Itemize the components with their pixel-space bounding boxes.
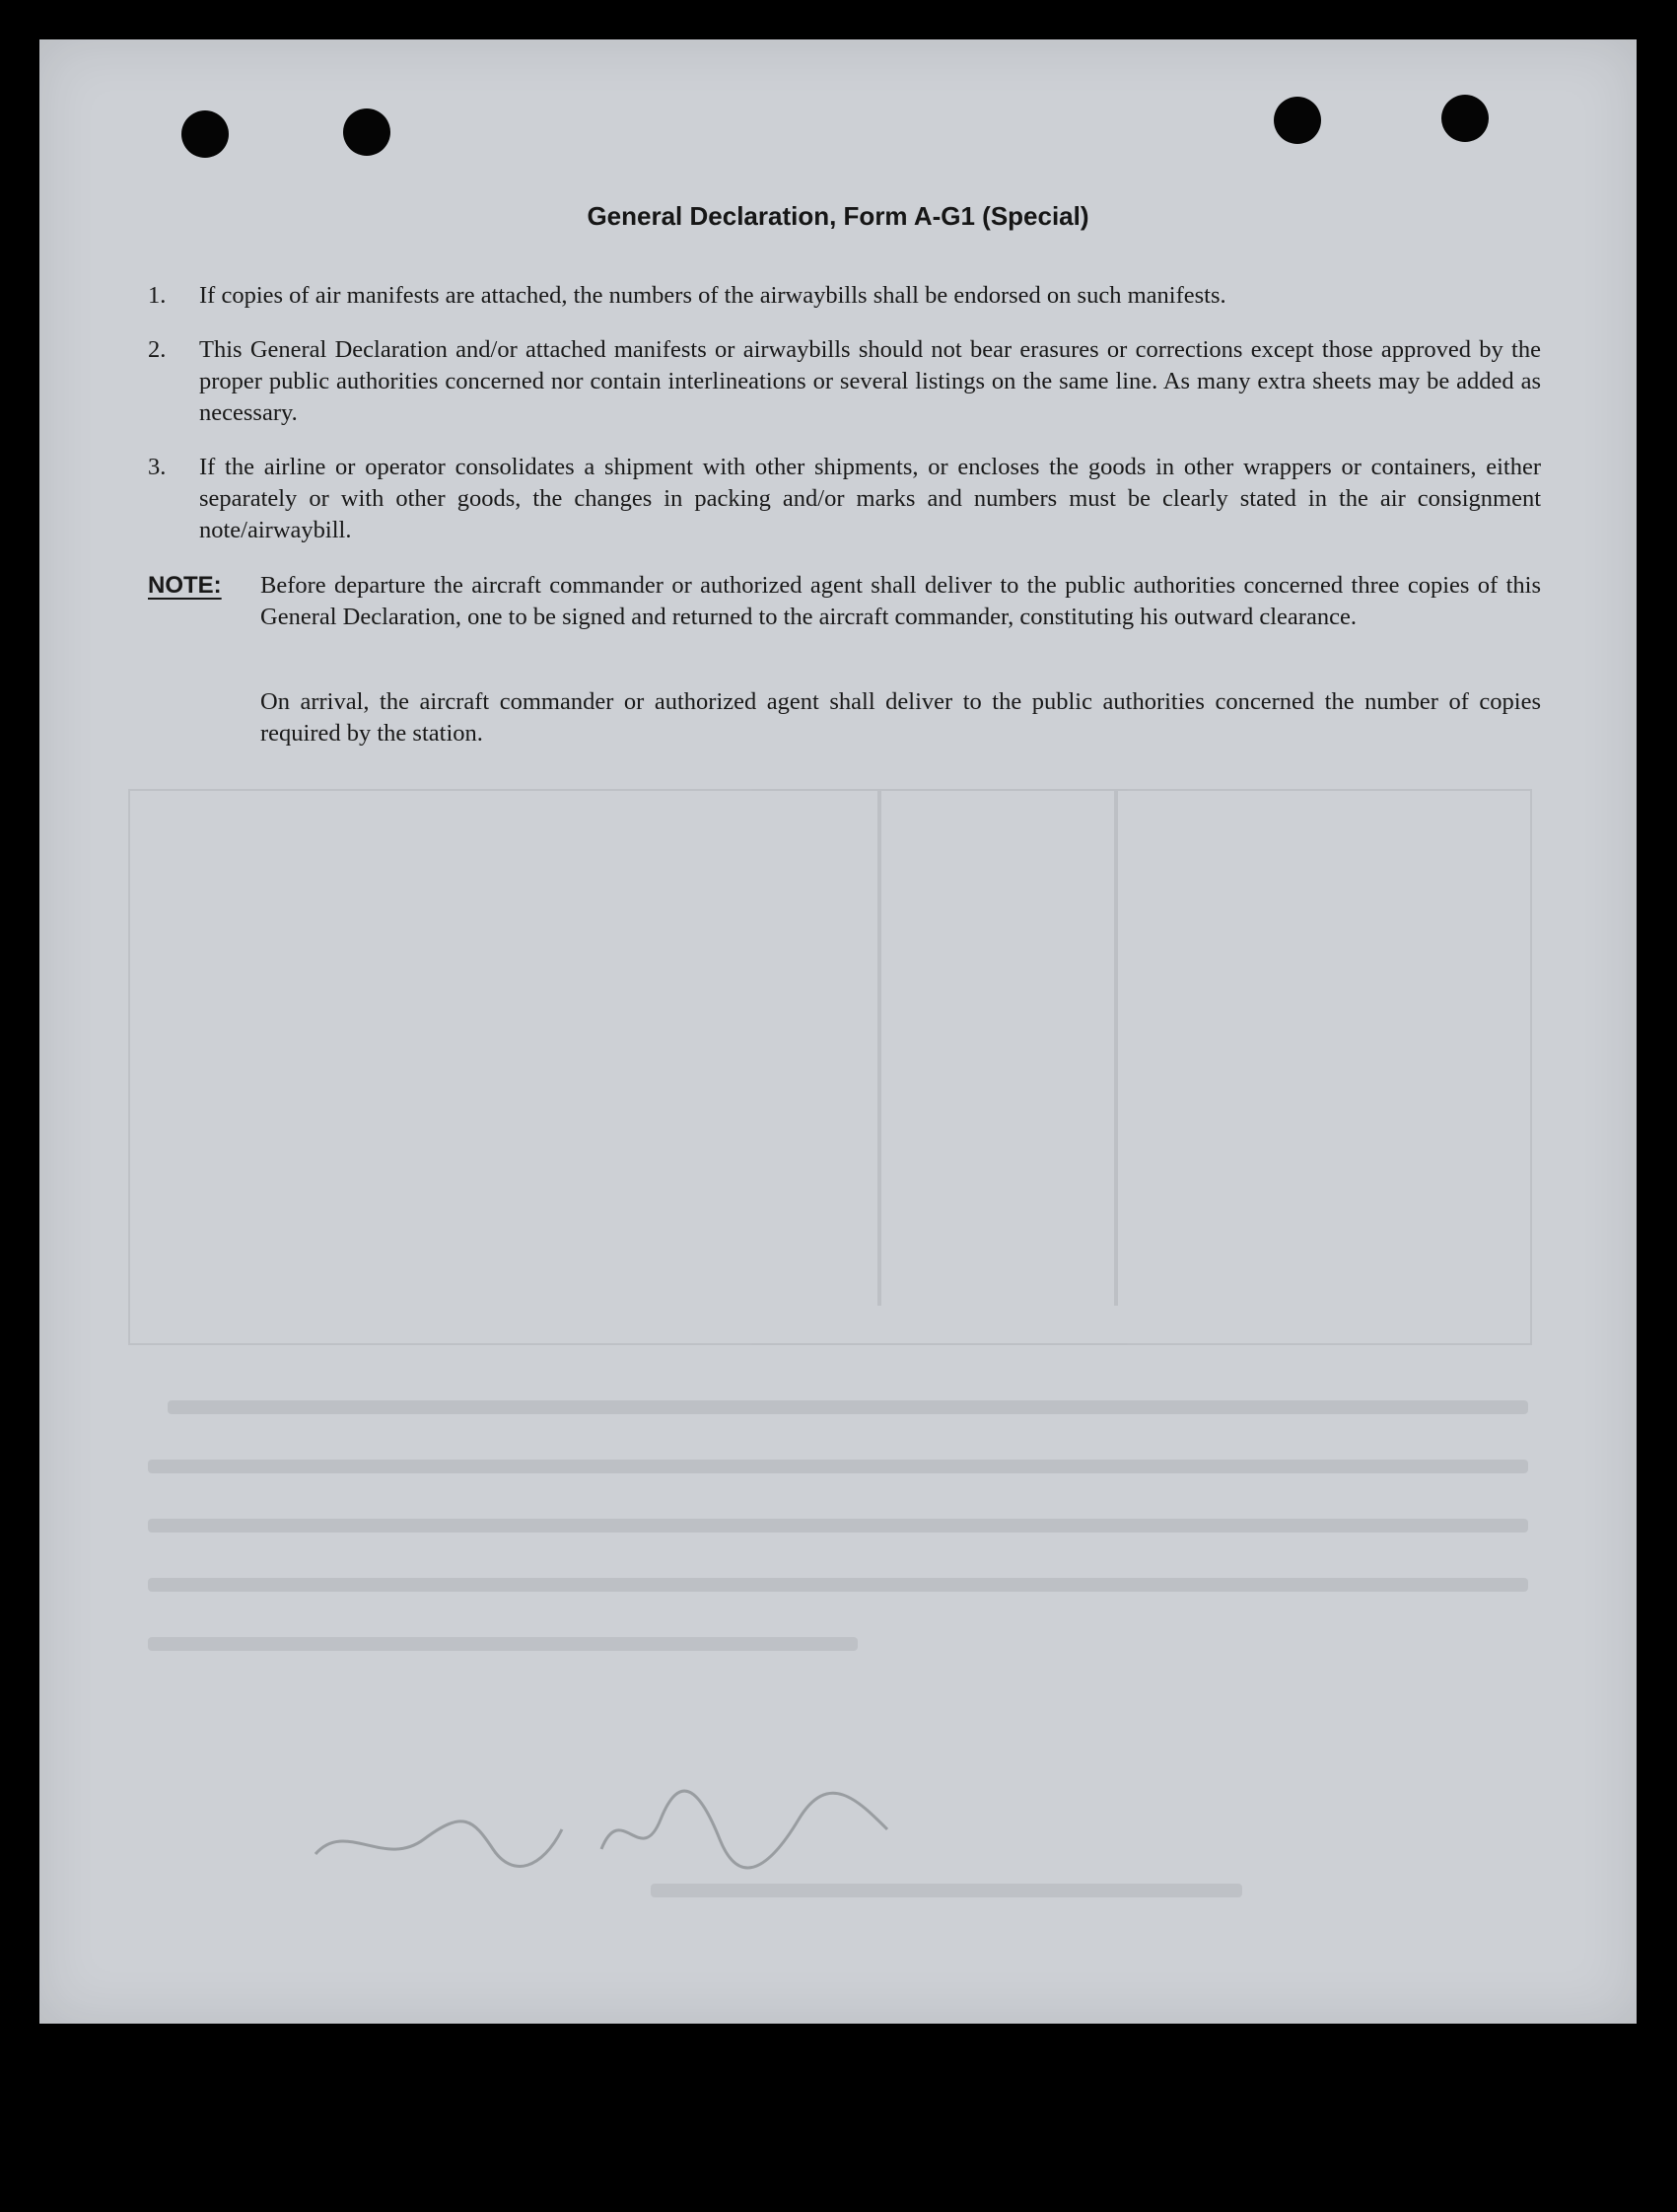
note-block-2 [148, 686, 1541, 749]
bleed-table-divider [877, 789, 881, 1306]
document-page [39, 39, 1637, 2024]
bleed-text-line [148, 1460, 1528, 1473]
bleed-table-outline [128, 789, 1532, 1345]
note-paragraph-1: Before departure the aircraft commander or authorized agent shall deliver to the public authorities concerned three copies of this General Declaration, one to be signed and returned to the aircraft commander, constituting his outward clearance. [260, 572, 1541, 630]
instruction-item-1 [148, 280, 1541, 312]
note-block [148, 570, 1541, 633]
punch-hole-icon [1441, 95, 1489, 142]
punch-hole-icon [181, 110, 229, 158]
bleed-text-line [148, 1637, 858, 1651]
note-label: NOTE: [148, 572, 222, 599]
bleed-text-line [168, 1400, 1528, 1414]
item-text: If the airline or operator consolidates a shipment with other shipments, or encloses the goods in other wrappers or containers, either separately or with other goods, the changes in packing and/or marks and numbers must be clearly stated in the air consignment note/airwaybill. [199, 454, 1541, 543]
item-number: 3. [148, 454, 167, 480]
item-number: 2. [148, 336, 167, 363]
item-text: This General Declaration and/or attached manifests or airwaybills should not bear erasures or corrections except those approved by the proper public authorities concerned nor contain interlineations or several listings on the same line. As many extra sheets may be added as necessary. [199, 336, 1541, 426]
page-title: General Declaration, Form A-G1 (Special) [587, 201, 1089, 231]
signature-scribble-icon [306, 1760, 897, 1889]
instruction-item-2 [148, 334, 1541, 429]
instruction-item-3 [148, 452, 1541, 546]
bleed-table-divider [1114, 789, 1118, 1306]
item-number: 1. [148, 282, 167, 309]
note-paragraph-2: On arrival, the aircraft commander or authorized agent shall deliver to the public authorities concerned the number of copies required by the station. [260, 688, 1541, 747]
punch-hole-icon [1274, 97, 1321, 144]
bleed-text-line [148, 1519, 1528, 1533]
item-text: If copies of air manifests are attached, the numbers of the airwaybills shall be endorsed on such manifests. [199, 282, 1226, 309]
bleed-text-line [148, 1578, 1528, 1592]
punch-hole-icon [343, 108, 390, 156]
